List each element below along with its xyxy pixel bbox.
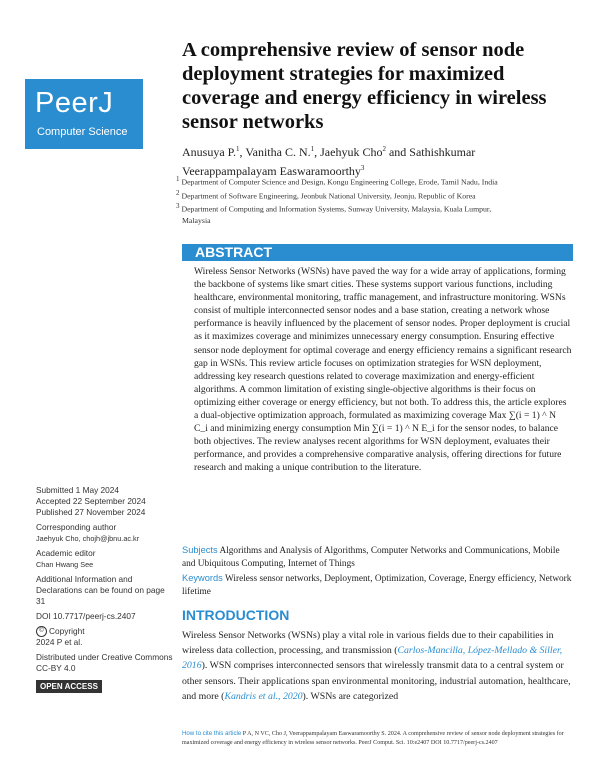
- abstract-text: Wireless Sensor Networks (WSNs) have paved the way for a wide array of applications, forming the backbone of systems like smart cities. These systems support various functions, including healthcare, environmental monitoring, traffic management, and infrastructure monitoring. WSNs consist of multiple interconnected sensor nodes and a base station, creating a network whose performance is heavily influenced by the placement of sensor nodes. Proper deployment is crucial as it maximizes coverage and minimizes unnecessary energy consumption. Ensuring effective sensor node deployment for optimal coverage and energy efficiency remains a significant research gap in WSNs. This review article focuses on optimization strategies for WSN deployment, addressing key research questions related to coverage maximization and energy-efficient algorithms. A common limitation of existing single-objective algorithms is their focus on optimizing either coverage or energy efficiency, but not both. To address this, the article explores a dual-objective optimization approach, formulated as maximizing coverage Max ∑(i = 1) ^ N C_i and minimizing energy consumption Min ∑(i = 1) ^ N E_i for the sensor nodes, to balance both objectives. The review analyses recent algorithms for WSN deployment, evaluates their performance, and provides a comprehensive comparative analysis, offering directions for future research and making a unique contribution to the literature.: [194, 266, 572, 474]
- citation-footer: [182, 729, 572, 748]
- peerj-logo: [25, 79, 143, 149]
- additional-info: Additional Information and Declarations can be found on page 31: [36, 574, 165, 606]
- copyright-icon: ©: [36, 626, 47, 637]
- introduction-text: Wireless Sensor Networks (WSNs) play a vital role in various fields due to their capabilities in wireless data collection, processing, and transmission (Carlos-Mancilla, López-Mellado & Siller, 2016). WSN comprises interconnected sensors that wirelessly transmit data to a central system or other sensors. Their applications span environmental monitoring, industrial automation, healthcare, and more (Kandris et al., 2020). WSNs are categorized: [182, 630, 571, 702]
- affiliation: $^1$ Department of Computer Science and Design, Kongu Engineering College, Erode, Tamil Nadu, India: [176, 175, 498, 187]
- author-affiliation-mark: 2: [382, 145, 386, 153]
- academic-editor: Academic editor Chan Hwang See: [36, 548, 96, 569]
- keywords-text: Wireless sensor networks, Deployment, Optimization, Coverage, Energy efficiency, Network lifetime: [182, 574, 572, 597]
- subjects-keywords: [182, 544, 572, 600]
- footer-label: How to cite this article: [182, 730, 242, 737]
- affiliation-list: [176, 174, 506, 226]
- author-name: Jaehyuk Cho: [320, 145, 383, 159]
- affiliation: $^3$ Department of Computing and Information Systems, Sunway University, Malaysia, Kuala Lumpur, Malaysia: [176, 202, 492, 225]
- subjects-text: Algorithms and Analysis of Algorithms, Computer Networks and Communications, Mobile and Ubiquitous Computing, Internet of Things: [182, 546, 560, 569]
- doi-link[interactable]: DOI 10.7717/peerj-cs.2407: [36, 611, 136, 621]
- subjects-label: Subjects: [182, 545, 218, 555]
- article-sidebar: [36, 485, 176, 693]
- author-affiliation-mark: 1: [236, 145, 240, 153]
- author-name: Sathishkumar Veerappampalayam Easwaramoorthy: [182, 145, 476, 178]
- subjects-line: [182, 544, 572, 571]
- keywords-label: Keywords: [182, 573, 223, 583]
- logo-subtitle: Computer Science: [37, 126, 128, 138]
- abstract-heading: ABSTRACT: [182, 244, 573, 261]
- accepted-date: Accepted 22 September 2024: [36, 496, 146, 506]
- introduction-heading: INTRODUCTION: [182, 607, 290, 623]
- affiliation: $^2$ Department of Software Engineering, Jeonbuk National University, Jeonju, Republic of Korea: [176, 188, 476, 201]
- author-name: Anusuya P.: [182, 145, 237, 159]
- logo-brand: PeerJ: [35, 87, 114, 119]
- author-list: Anusuya P.$^1$, Vanitha C. N.$^1$, Jaehyuk Cho$^2$ and Sathishkumar Veerappampalayam Easwaramoorthy$^3$: [182, 145, 476, 178]
- keywords-line: [182, 572, 572, 599]
- corresponding-author: Corresponding author Jaehyuk Cho, chojh@jbnu.ac.kr: [36, 522, 176, 544]
- footer-citation: P A, N VC, Cho J, Veerappampalayam Easwaramoorthy S. 2024. A comprehensive review of sensor node deployment strategies for maximized coverage and energy efficiency in wireless sensor networks. PeerJ Comput. Sci. 10:e2407 DOI 10.7717/peerj-cs.2407: [182, 731, 564, 746]
- author-affiliation-mark: 1: [310, 145, 315, 153]
- dates: [36, 485, 176, 518]
- license: Distributed under Creative Commons CC-BY 4.0: [36, 652, 173, 674]
- published-date: Published 27 November 2024: [36, 507, 146, 517]
- citation-link[interactable]: Kandris et al., 2020: [224, 690, 303, 702]
- copyright: © Copyright 2024 P et al.: [36, 626, 85, 648]
- submitted-date: Submitted 1 May 2024: [36, 485, 120, 495]
- paper-title: A comprehensive review of sensor node deployment strategies for maximized coverage and energy efficiency in wireless sensor networks: [182, 39, 547, 133]
- author-affiliation-mark: 3: [360, 164, 365, 172]
- corresponding-author-email[interactable]: Jaehyuk Cho, chojh@jbnu.ac.kr: [36, 534, 140, 543]
- citation-link[interactable]: Carlos-Mancilla, López-Mellado & Siller, 2016: [182, 645, 563, 672]
- open-access-badge: OPEN ACCESS: [36, 680, 102, 693]
- author-name: Vanitha C. N.: [245, 145, 311, 159]
